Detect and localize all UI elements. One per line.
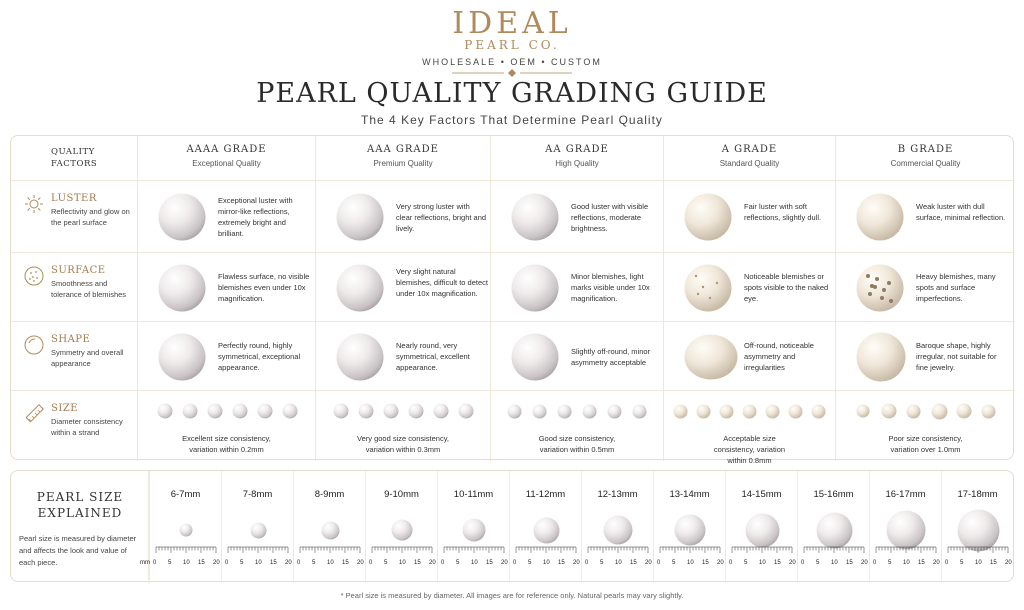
ruler-tick-label: 0 <box>585 560 589 566</box>
grade-name: AAAA GRADE <box>186 144 267 155</box>
ruler-tick-label: 5 <box>744 560 748 566</box>
factor-description: Smoothness and tolerance of blemishes <box>51 279 127 299</box>
grade-description: Noticeable blemishes or spots visible to the naked eye. <box>744 272 829 303</box>
strand-pearl-image <box>532 404 547 419</box>
ruler-tick-label: 20 <box>357 560 364 566</box>
ruler-tick-label: 15 <box>990 560 997 566</box>
grade-name: AAA GRADE <box>367 144 439 155</box>
size-title-line-1: PEARL SIZE <box>36 490 124 504</box>
strand-pearl-image <box>981 404 996 419</box>
grade-cell <box>137 181 315 252</box>
strand-pearl-image <box>607 404 622 419</box>
grade-description: Nearly round, very symmetrical, excellent appearance. <box>396 341 470 372</box>
grade-description: Heavy blemishes, many spots and surface imperfections. <box>916 272 996 303</box>
ruler-tick-label: 5 <box>888 560 892 566</box>
grade-description: Good luster with visible reflections, moderate brightness. <box>571 202 649 233</box>
ruler-tick-label: 20 <box>861 560 868 566</box>
grade-description: Slightly off-round, minor asymmetry acceptable <box>571 347 651 367</box>
ruler-tick-label: 0 <box>297 560 301 566</box>
grade-cell <box>490 391 663 461</box>
grade-cell <box>663 253 835 321</box>
grade-cell <box>663 391 835 465</box>
shape-circle-icon <box>23 334 45 356</box>
grade-description: Fair luster with soft reflections, slightly dull. <box>744 202 822 222</box>
strand-pearl-image <box>719 404 734 419</box>
pearl-image <box>511 264 559 312</box>
factor-row-surface <box>11 252 1015 321</box>
ruler-tick-label: 0 <box>441 560 445 566</box>
ruler-tick-label: 5 <box>816 560 820 566</box>
grade-cell <box>315 181 490 252</box>
size-label: 9-10mm <box>384 489 419 500</box>
pearl-image <box>158 193 206 241</box>
ruler-tick-label: 15 <box>846 560 853 566</box>
grade-cell <box>835 253 1015 321</box>
ruler-tick-label: 20 <box>429 560 436 566</box>
size-column <box>653 471 725 583</box>
grade-quality: Commercial Quality <box>890 159 961 168</box>
grade-description: Minor blemishes, light marks visible under 10x magnification. <box>571 272 650 303</box>
grade-description: Flawless surface, no visible blemishes even under 10x magnification. <box>218 272 310 303</box>
strand-pearl-image <box>856 404 870 418</box>
size-pearl-image <box>462 518 486 542</box>
grade-header-0 <box>137 136 315 180</box>
size-consistency-text: Excellent size consistency, variation within 0.2mm <box>182 434 271 454</box>
grade-cell <box>490 322 663 390</box>
strand-pearl-image <box>282 403 298 419</box>
strand-pearl-image <box>232 403 248 419</box>
pearl-image <box>158 333 206 381</box>
grade-quality: Standard Quality <box>719 159 780 168</box>
ruler-tick-label: 5 <box>384 560 388 566</box>
ruler-tick-label: 15 <box>918 560 925 566</box>
strand-pearl-image <box>333 403 349 419</box>
ruler-tick-label: 20 <box>573 560 580 566</box>
ruler-tick-label: 0 <box>801 560 805 566</box>
size-column <box>221 471 293 583</box>
grade-cell <box>663 322 835 390</box>
size-column <box>365 471 437 583</box>
ruler-tick-label: 20 <box>501 560 508 566</box>
size-explained-title <box>11 489 149 521</box>
ruler-tick-label: 15 <box>702 560 709 566</box>
strand-pearl-image <box>632 404 647 419</box>
factor-label <box>11 181 137 252</box>
ruler-tick-label: 0 <box>513 560 517 566</box>
brand-tagline: WHOLESALE • OEM • CUSTOM <box>422 57 602 67</box>
grade-cell <box>315 391 490 461</box>
ruler-tick-label: 0 <box>945 560 949 566</box>
page-title: PEARL QUALITY GRADING GUIDE <box>256 78 768 109</box>
size-consistency-text: Very good size consistency, variation within 0.3mm <box>357 434 449 454</box>
size-pearl-image <box>250 522 267 539</box>
pearl-image <box>336 333 384 381</box>
ruler-tick-label: 10 <box>831 560 838 566</box>
size-consistency-text: Good size consistency, variation within 0.5mm <box>538 434 616 454</box>
grade-description: Very slight natural blemishes, difficult to detect under 10x magnification. <box>396 267 488 298</box>
grade-cell <box>663 181 835 252</box>
strand-pearl-image <box>765 404 780 419</box>
size-pearl-image <box>321 521 340 540</box>
size-label: 6-7mm <box>170 489 201 500</box>
ruler-tick-label: 15 <box>558 560 565 566</box>
surface-dots-icon <box>23 265 45 287</box>
grade-header-1 <box>315 136 490 180</box>
pearl-image <box>158 264 206 312</box>
ruler-tick-label: 20 <box>933 560 940 566</box>
strand-pearl-image <box>207 403 223 419</box>
grade-cell <box>315 322 490 390</box>
grade-header-4 <box>835 136 1015 180</box>
size-explained-panel <box>11 471 149 583</box>
brand-logo-sub: PEARL CO. <box>464 38 560 52</box>
size-label: 17-18mm <box>957 489 998 500</box>
factor-row-shape <box>11 321 1015 390</box>
quality-factors-label-line-1: QUALITY <box>51 147 95 157</box>
strand-pearl-image <box>257 403 273 419</box>
size-column <box>725 471 797 583</box>
strand-pearl-image <box>696 404 711 419</box>
ruler-tick-label: 10 <box>759 560 766 566</box>
factor-label <box>11 391 137 461</box>
grade-cell <box>137 322 315 390</box>
size-pearl-image <box>745 513 780 548</box>
sun-icon <box>23 193 45 215</box>
strand-pearl-image <box>931 403 948 420</box>
grade-quality: Premium Quality <box>373 159 433 168</box>
size-column <box>941 471 1013 583</box>
pearl-image <box>336 193 384 241</box>
size-pearl-image <box>391 519 413 541</box>
ruler-tick-label: 5 <box>240 560 244 566</box>
ruler-tick-label: 5 <box>456 560 460 566</box>
strand-pearl-image <box>358 403 374 419</box>
grade-header-3 <box>663 136 835 180</box>
pearl-image <box>856 264 904 312</box>
ruler-tick-label: 15 <box>414 560 421 566</box>
strand-pearl-image <box>507 404 522 419</box>
ruler-tick-label: 20 <box>789 560 796 566</box>
ruler-tick-label: 5 <box>960 560 964 566</box>
ruler-tick-label: 0 <box>873 560 877 566</box>
size-column <box>797 471 869 583</box>
ruler-tick-label: 20 <box>213 560 220 566</box>
ruler-tick-label: 10 <box>615 560 622 566</box>
pearl-image <box>856 332 906 382</box>
grading-grid <box>10 135 1014 465</box>
factor-label <box>11 253 137 321</box>
size-explained-description: Pearl size is measured by diameter and affects the look and value of each piece. <box>19 534 137 567</box>
size-label: 8-9mm <box>314 489 345 500</box>
pearl-image <box>511 333 559 381</box>
strand-pearl-image <box>433 403 449 419</box>
grade-cell <box>835 391 1015 461</box>
size-label: 12-13mm <box>597 489 638 500</box>
grade-description: Very strong luster with clear reflections, bright and lively. <box>396 202 487 233</box>
size-label: 7-8mm <box>242 489 273 500</box>
grade-cell <box>835 322 1015 390</box>
strand-pearl-image <box>811 404 826 419</box>
size-label: 15-16mm <box>813 489 854 500</box>
ruler-tick-label: 15 <box>270 560 277 566</box>
grade-header-2 <box>490 136 663 180</box>
factor-title: LUSTER <box>51 193 97 204</box>
ruler-tick-label: 5 <box>528 560 532 566</box>
size-column <box>509 471 581 583</box>
ruler-tick-label: 10 <box>471 560 478 566</box>
ruler-unit-label: mm <box>140 560 150 566</box>
ruler-tick-label: 0 <box>225 560 229 566</box>
strand-pearl-image <box>906 404 921 419</box>
grade-cell <box>490 253 663 321</box>
grade-description: Perfectly round, highly symmetrical, exceptional appearance. <box>218 341 301 372</box>
size-pearl-image <box>533 517 560 544</box>
ruler-tick-label: 10 <box>975 560 982 566</box>
size-label: 16-17mm <box>885 489 926 500</box>
size-title-line-2: EXPLAINED <box>37 506 123 520</box>
ruler-tick-label: 5 <box>168 560 172 566</box>
ruler-tick-label: 15 <box>342 560 349 566</box>
size-label: 11-12mm <box>525 489 566 500</box>
grade-description: Exceptional luster with mirror-like reflections, extremely bright and brilliant. <box>218 196 293 238</box>
ornament-divider-icon <box>432 68 592 78</box>
ruler-tick-label: 5 <box>672 560 676 566</box>
ruler-tick-label: 0 <box>153 560 157 566</box>
factor-label <box>11 322 137 390</box>
brand-logo-name: IDEAL <box>452 6 572 41</box>
strand-pearl-image <box>742 404 757 419</box>
strand-pearl-image <box>881 403 897 419</box>
size-label: 13-14mm <box>669 489 710 500</box>
ruler-tick-label: 10 <box>543 560 550 566</box>
ruler-tick-label: 10 <box>903 560 910 566</box>
size-consistency-text: Poor size consistency, variation over 1.0mm <box>888 434 963 454</box>
ruler-tick-label: 15 <box>486 560 493 566</box>
factor-description: Symmetry and overall appearance <box>51 348 124 368</box>
pearl-image <box>856 193 904 241</box>
footnote: * Pearl size is measured by diameter. All images are for reference only. Natural pearls may vary slightly. <box>340 591 684 600</box>
factor-row-size <box>11 390 1015 465</box>
grade-name: B GRADE <box>897 144 954 155</box>
ruler-tick-label: 10 <box>327 560 334 566</box>
size-column <box>140 471 221 583</box>
strand-pearl-image <box>557 404 572 419</box>
factor-description: Reflectivity and glow on the pearl surface <box>51 207 130 227</box>
ruler-tick-label: 20 <box>645 560 652 566</box>
ruler-tick-label: 20 <box>717 560 724 566</box>
ruler-tick-label: 10 <box>687 560 694 566</box>
pearl-image <box>684 334 738 380</box>
strand-pearl-image <box>458 403 474 419</box>
ruler-tick-label: 10 <box>399 560 406 566</box>
pearl-size-section <box>10 470 1014 582</box>
grade-name: A GRADE <box>721 144 778 155</box>
page-subtitle: The 4 Key Factors That Determine Pearl Quality <box>361 113 663 127</box>
factor-title: SIZE <box>51 403 79 414</box>
strand-pearl-image <box>956 403 972 419</box>
ruler-tick-label: 5 <box>600 560 604 566</box>
ruler-tick-label: 10 <box>183 560 190 566</box>
grade-cell <box>835 181 1015 252</box>
factor-description: Diameter consistency within a strand <box>51 417 123 437</box>
quality-factors-label-line-2: FACTORS <box>51 159 98 169</box>
grade-cell <box>137 253 315 321</box>
ruler-tick-label: 15 <box>198 560 205 566</box>
factor-row-luster <box>11 180 1015 252</box>
grade-description: Off-round, noticeable asymmetry and irregularities <box>744 341 814 372</box>
grade-description: Weak luster with dull surface, minimal reflection. <box>916 202 1006 222</box>
strand-pearl-image <box>383 403 399 419</box>
ruler-tick-label: 15 <box>774 560 781 566</box>
factor-title: SHAPE <box>51 334 91 345</box>
size-column <box>437 471 509 583</box>
grade-cell <box>490 181 663 252</box>
grade-quality: Exceptional Quality <box>192 159 261 168</box>
grade-cell <box>315 253 490 321</box>
strand-pearl-image <box>157 403 173 419</box>
size-column <box>869 471 941 583</box>
strand-pearl-image <box>408 403 424 419</box>
pearl-image <box>336 264 384 312</box>
ruler-tick-label: 15 <box>630 560 637 566</box>
ruler-tick-label: 0 <box>657 560 661 566</box>
header <box>0 0 1024 130</box>
pearl-image <box>511 193 559 241</box>
size-consistency-text: Acceptable size consistency, variation within 0.8mm <box>713 434 786 465</box>
quality-factors-header <box>11 136 137 180</box>
ruler-tick-label: 0 <box>729 560 733 566</box>
size-column <box>581 471 653 583</box>
pearl-image <box>684 193 732 241</box>
ruler-tick-label: 5 <box>312 560 316 566</box>
strand-pearl-image <box>673 404 688 419</box>
size-label: 14-15mm <box>741 489 782 500</box>
grade-description: Baroque shape, highly irregular, not suitable for fine jewelry. <box>916 341 997 372</box>
size-pearl-image <box>603 515 633 545</box>
grade-cell <box>137 391 315 461</box>
ruler-tick-label: 10 <box>255 560 262 566</box>
ruler-tick-label: 0 <box>369 560 373 566</box>
size-pearl-image <box>674 514 706 546</box>
factor-title: SURFACE <box>51 265 106 276</box>
strand-pearl-image <box>788 404 803 419</box>
ruler-icon <box>23 403 45 425</box>
size-column <box>293 471 365 583</box>
strand-pearl-image <box>582 404 597 419</box>
size-pearl-image <box>179 523 193 537</box>
ruler-tick-label: 20 <box>1005 560 1012 566</box>
grade-quality: High Quality <box>555 159 599 168</box>
ruler-tick-label: 20 <box>285 560 292 566</box>
size-label: 10-11mm <box>453 489 494 500</box>
grade-name: AA GRADE <box>545 144 609 155</box>
pearl-image <box>684 264 732 312</box>
strand-pearl-image <box>182 403 198 419</box>
